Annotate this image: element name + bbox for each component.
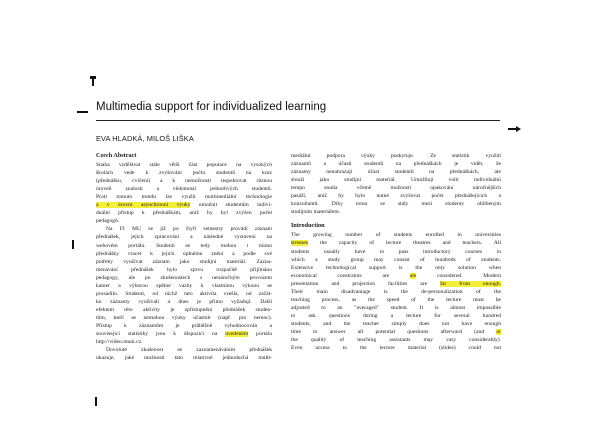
text-line: menávání přednášek bylo zprvu rozpačitě přijímáno bbox=[96, 266, 272, 273]
text-line: which a study group may consist of hundreds of students. bbox=[291, 256, 501, 263]
text-line: kamer a výborou zpětné vazby k vlastnímu výkonu se bbox=[96, 282, 272, 289]
introduction-heading: Introduction bbox=[291, 222, 325, 230]
text-line: students, and the teacher simply does not have enough bbox=[291, 320, 501, 327]
highlighted-phrase: a v úrovni asynchronní výuky bbox=[96, 202, 191, 209]
text-line: související statistiky jsou k dispozici na uvedeném portálu bbox=[96, 331, 272, 338]
text-line: prosadilo. Studenti, od nichž tato aktivita vzešla, od začát- bbox=[96, 290, 272, 297]
highlighted-phrase: far from enough. bbox=[440, 280, 501, 287]
text-line: Their main disadvantage is the de-personalization of the bbox=[291, 288, 501, 295]
text-line: přednášky vracet k jejich úplnému znění a podle své bbox=[96, 250, 272, 257]
text-line: time to answer all potential questions afterward (and or bbox=[291, 328, 501, 335]
text-line: přednášek, jejich zpracování a následné vystavení na bbox=[96, 234, 272, 241]
margin-marker-right bbox=[508, 128, 519, 130]
text-line: efektem této aktivity je zpřístupnění přednášek studen- bbox=[96, 306, 272, 313]
text-line: teaching process, as the speed of the lecture must be bbox=[291, 296, 501, 303]
right-column bbox=[291, 152, 501, 352]
text-line: ku záznamy využívali a dnes je přímo vyžadují. Další bbox=[96, 298, 272, 305]
text-line: a v úrovni asynchronní výuky umožnit studentům indivi- bbox=[96, 202, 272, 209]
text-line: duální přístup k přednáškám, aniž by byl zvýšen počet bbox=[96, 210, 272, 217]
text-line: presentation and projection facilities are far from enough. bbox=[291, 280, 501, 287]
text-line: Na FI MU se již po čtyři semestry provádí záznam bbox=[106, 226, 272, 233]
text-line: http://video.muni.cz. bbox=[96, 339, 143, 346]
paper-title: Multimedia support for individualized learning bbox=[96, 101, 327, 113]
highlighted-phrase: or bbox=[496, 328, 501, 335]
text-line: economical constraints are ale considered. Modern bbox=[291, 272, 501, 279]
highlighted-phrase: stresses bbox=[291, 240, 309, 247]
text-line: students usually have to pass introductory courses in bbox=[291, 248, 501, 255]
title-rule bbox=[96, 120, 500, 121]
text-line: záznamů a účasti studentů na přednáškách je vidět, že bbox=[291, 161, 501, 168]
text-line: Dovoluté zkušenost se zaznamenáváním přednášek bbox=[106, 347, 272, 354]
highlighted-phrase: ale bbox=[409, 272, 417, 279]
highlighted-phrase: uvedeném bbox=[225, 331, 249, 338]
text-line: stresses the capacity of lecture theatres and teachers. All bbox=[291, 240, 501, 247]
text-line: Even access to the lecture material (slides) could not bbox=[291, 345, 501, 352]
text-line: pedagogů. bbox=[96, 218, 120, 225]
text-line: potřeby využívat záznam jako studijní materiál. Zazna- bbox=[96, 258, 272, 265]
text-line: pedagogy, ale po zkušenostech s nenáročným provozem bbox=[96, 274, 272, 281]
text-line: The growing number of students enrolled in universities bbox=[291, 232, 501, 239]
text-line: adjusted to an "averaged" student. It is almost impossible bbox=[291, 304, 501, 311]
text-line: the quality of teaching assistants may vary considerably). bbox=[291, 337, 501, 344]
text-line: Přístup k záznamům je průběžně vyhodnocován a bbox=[96, 322, 272, 329]
czech-abstract-heading: Czech Abstract bbox=[96, 152, 137, 159]
crop-mark-bottom bbox=[95, 397, 97, 406]
text-line: záznamy nenahrazují účast studentů na přednáškách, ale bbox=[291, 169, 501, 176]
text-line: mediální podpora výuky poskytuje. Ze statistik využití bbox=[291, 153, 501, 159]
text-line: Extensive technological support is the only solution when bbox=[291, 264, 501, 271]
text-line: tempo studia včetně možnosti opakování náročnějších bbox=[291, 185, 501, 192]
left-column bbox=[96, 152, 272, 362]
text-line: školách vede k zvyšování počtu studentů na kurz bbox=[96, 170, 272, 177]
text-line: webovém portálu. Studenti se tedy mohou i mimo bbox=[96, 242, 272, 249]
text-line: ukazuje, jaké možnosti tato relativně jednoduchá multi- bbox=[96, 355, 272, 362]
text-line: (přednášku, cvičení) a k nemožnosti respektovat různou bbox=[96, 178, 272, 185]
text-line: to ask questions during a lecture for several hundred bbox=[291, 312, 501, 319]
text-line: konzultantů. Díky tomu se stály mezi studenty oblíbeným bbox=[291, 201, 501, 208]
crop-mark-top bbox=[92, 76, 94, 86]
text-line: úroveň znalostí a vědomostí jednotlivých studentů. bbox=[96, 186, 272, 193]
crop-mark-middle bbox=[72, 240, 74, 249]
text-line: slouží jako studijní materiál. Umožňují volit individuální bbox=[291, 177, 501, 184]
margin-marker-left bbox=[77, 111, 88, 113]
text-line: studijním materiálem. bbox=[291, 209, 341, 216]
text-line: tům, kteří se nemohou výuky účastnit (např. pro nemoc). bbox=[96, 314, 272, 321]
text-line: pasáží, aniž by bylo nutné zvyšovat počet přednášejících a bbox=[291, 193, 501, 200]
text-line: Snaha vzdělávat stále větší část populace na vysokých bbox=[96, 162, 272, 169]
text-line: Proti tomuto trendu lze využít multimediální technologie bbox=[96, 194, 272, 201]
paper-authors: EVA HLADKÁ, MILOŠ LIŠKA bbox=[96, 134, 194, 143]
